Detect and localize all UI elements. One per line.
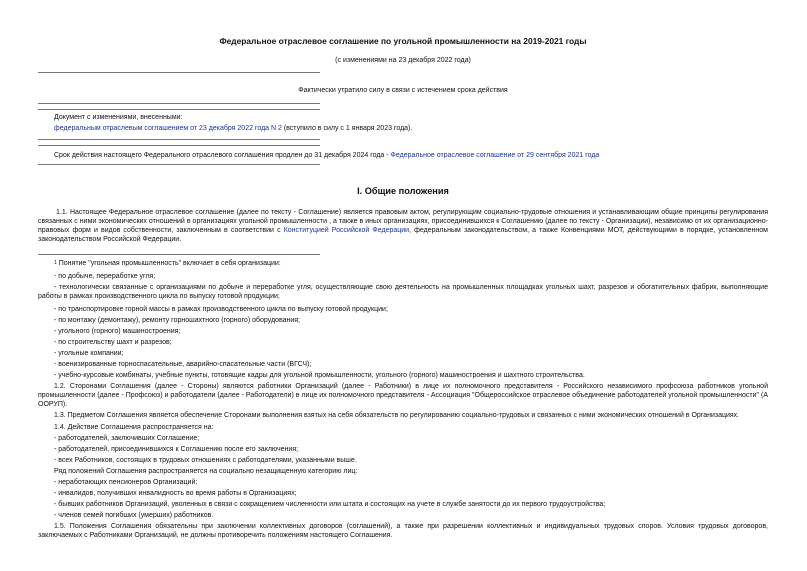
constitution-link[interactable]: Конституцией Российской Федерации bbox=[283, 227, 410, 234]
list-item: - технологически связанные с организациями по добыче и переработке угля, осуществляющие свою деятельность на промышленных площадках угольных шахт, разрезов и обогатительных фабрик, выполняющие работы в рамках производственного цикла по выпуску готовой продукции; bbox=[38, 284, 768, 300]
document-title: Федеральное отраслевое соглашение по угольной промышленности на 2019-2021 годы bbox=[219, 36, 587, 46]
list-item: - учебно-курсовые комбинаты, учебные пункты, готовящие кадры для угольной промышленности, угольного (горного) машиностроения и шахтного строительства. bbox=[54, 372, 585, 379]
list-item: - инвалидов, получивших инвалидность во время работы в Организациях; bbox=[54, 490, 297, 497]
list-item: - работодателей, заключивших Соглашение; bbox=[54, 435, 200, 442]
prolong-link[interactable]: Федеральное отраслевое соглашение от 29 сентября 2021 года bbox=[390, 152, 600, 159]
paragraph-1-5: 1.5. Положения Соглашения обязательны при заключении коллективных договоров (соглашений), а также при разрешении коллективных и индивидуальных трудовых споров. Условия трудовых договоров, заключаемых с Работниками Организаций, не должны противоречить положениям настоящего Соглашения. bbox=[38, 523, 768, 539]
paragraph-1-2: 1.2. Сторонами Соглашения (далее - Стороны) являются работники Организаций (далее - Работники) в лице их полномочного представителя - Российского независимого профсоюза работников угольной промышленности (далее - Профсоюз) и работодатели (далее - Работодатели) в лице их полномочного представителя - Ассоциация "Общероссийское отраслевое объединение работодателей угольной промышленности" (А ООРУП). bbox=[38, 383, 768, 408]
changes-intro: Документ с изменениями, внесенными: bbox=[54, 114, 183, 121]
list-item: - угольные компании; bbox=[54, 350, 124, 357]
list-item: - по строительству шахт и разрезов; bbox=[54, 339, 172, 346]
changes-line bbox=[54, 124, 412, 133]
divider bbox=[38, 109, 320, 110]
paragraph-1-1: 1.1. Настоящее Федеральное отраслевое соглашение (далее по тексту - Соглашение) является правовым актом, регулирующим социально-трудовые отношения и устанавливающим общие принципы регулирования связанных с ними экономических отношений в организациях угольной промышленности , а также в иных организациях, присоединившихся к Соглашению (далее по тексту - Организации), независимо от их организационно-правовых форм и видов собственности, заключенным в соответствии с Конституцией Российской Федерации, федеральным законодательством, а также Конвенциями МОТ, действующими в порядке, установленном законодательством Российской Федерации. bbox=[38, 209, 768, 243]
divider bbox=[38, 139, 320, 140]
footnote-intro: $^1$ Понятие "угольная промышленность" включает в себя организации: bbox=[54, 260, 281, 267]
list-item: - по транспортировке горной массы в рамках производственного цикла по выпуску готовой продукции; bbox=[54, 306, 388, 313]
changes-link[interactable]: федеральным отраслевым соглашением от 23 декабря 2022 года N 2 bbox=[54, 125, 282, 132]
list-item: - работодателей, присоединившихся к Соглашению после его заключения; bbox=[54, 446, 299, 453]
footnote-mark-icon: 1 bbox=[54, 260, 57, 266]
list-item: - членов семей погибших (умерших) работников. bbox=[54, 512, 214, 519]
paragraph-1-3: 1.3. Предметом Соглашения является обеспечение Сторонами выполнения взятых на себя обязательств по регулированию социально-трудовых и связанных с ними экономических отношений в Организациях. bbox=[54, 412, 740, 419]
paragraph-1-4: 1.4. Действие Соглашения распространяется на: bbox=[54, 424, 214, 431]
section-title: I. Общие положения bbox=[357, 186, 449, 196]
footnote-divider bbox=[38, 254, 320, 255]
list-item: - угольного (горного) машиностроения; bbox=[54, 328, 181, 335]
changes-tail: (вступило в силу с 1 января 2023 года). bbox=[281, 125, 413, 132]
divider bbox=[38, 103, 320, 104]
list-item: - военизированные горноспасательные, аварийно-спасательные части (ВГСЧ); bbox=[54, 361, 312, 368]
divider bbox=[38, 145, 320, 146]
list-item: - всех Работников, состоящих в трудовых отношениях с работодателями, указанными выше. bbox=[54, 457, 357, 464]
divider bbox=[38, 72, 320, 73]
list-item: - по добыче, переработке угля; bbox=[54, 273, 156, 280]
list-item: - по монтажу (демонтажу), ремонту горношахтного (горного) оборудования; bbox=[54, 317, 300, 324]
divider bbox=[38, 164, 320, 165]
prolong-line bbox=[54, 151, 599, 160]
document-subtitle: (с изменениями на 23 декабря 2022 года) bbox=[335, 57, 471, 64]
status-note: Фактически утратило силу в связи с истечением срока действия bbox=[298, 87, 508, 94]
list-item: - бывших работников Организаций, уволенных в связи с сокращением численности или штата и состоящих на учете в службе занятости до их первого трудоустройства; bbox=[54, 501, 606, 508]
list-item: - неработающих пенсионеров Организаций; bbox=[54, 479, 198, 486]
prolong-text: Срок действия настоящего Федерального отраслевого соглашения продлен до 31 декабря 2024 года - bbox=[54, 152, 391, 159]
paragraph-1-4b: Ряд положений Соглашения распространяется на социально незащищенную категорию лиц: bbox=[54, 468, 358, 475]
